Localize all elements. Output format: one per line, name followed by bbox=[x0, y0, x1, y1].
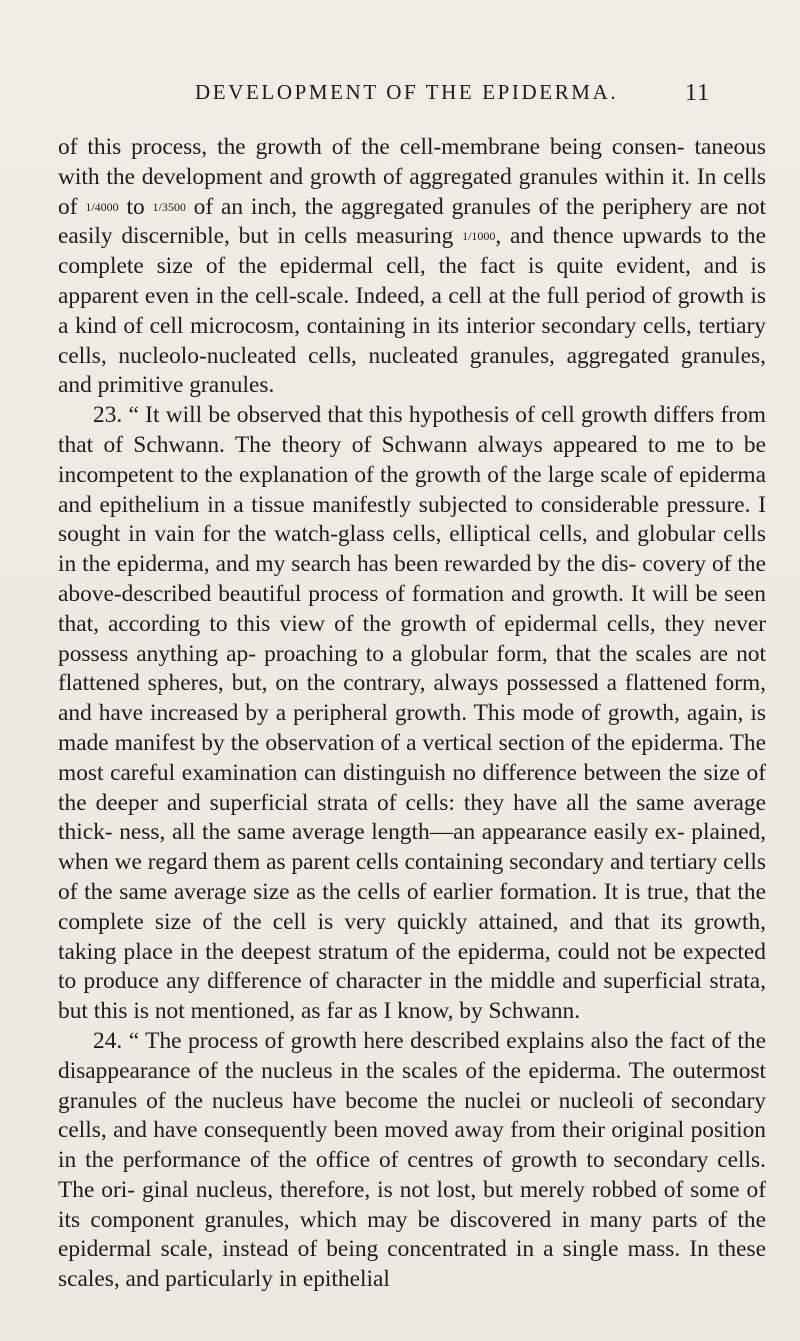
page-number: 11 bbox=[685, 80, 711, 106]
text-segment: , and thence upwards to the complete size of the epidermal cell, the fact is quite evident, and is apparent even in the cell-scale. Indeed, a cell at the full period of growth is a kind of cell microcosm, containing in its interior secondary cells, tertiary cells, nucleolo-nucleated cells, nucleated granules, aggregated granules, and primitive granules. bbox=[58, 223, 766, 399]
text-segment: of this process, the growth of the cell-membrane being consen- taneous with the development and growth of aggregated granules within it. In cells of bbox=[58, 134, 766, 220]
body-text bbox=[58, 133, 766, 1295]
running-title: DEVELOPMENT OF THE EPIDERMA. bbox=[195, 80, 619, 104]
paragraph-continued bbox=[58, 133, 766, 401]
paragraph-23: 23. “ It will be observed that this hypothesis of cell growth differs from that of Schwann. The theory of Schwann always appeared to me to be incompetent to the explanation of the growth of the large scale of epiderma and epithelium in a tissue manifestly subjected to considerable pressure. I sought in vain for the watch-glass cells, elliptical cells, and globular cells in the epiderma, and my search has been rewarded by the dis- covery of the above-described beautiful process of formation and growth. It will be seen that, according to this view of the growth of epidermal cells, they never possess anything ap- proaching to a globular form, that the scales are not flattened spheres, but, on the contrary, always possessed a flattened form, and have increased by a peripheral growth. This mode of growth, again, is made manifest by the observation of a vertical section of the epiderma. The most careful examination can distinguish no difference between the size of the deeper and superficial strata of cells: they have all the same average thick- ness, all the same average length—an appearance easily ex- plained, when we regard them as parent cells containing secondary and tertiary cells of the same average size as the cells of earlier formation. It is true, that the complete size of the cell is very quickly attained, and that its growth, taking place in the deepest stratum of the epiderma, could not be expected to produce any difference of character in the middle and superficial strata, but this is not mentioned, as far as I know, by Schwann. bbox=[58, 402, 766, 1025]
fraction: 1/3500 bbox=[152, 199, 186, 214]
text-segment: of an inch, the aggregated granules of the periphery are not easily discernible, but in cells measuring bbox=[58, 193, 767, 250]
fraction: 1/4000 bbox=[85, 199, 119, 214]
paragraph-24: 24. “ The process of growth here described explains also the fact of the disappearance of the nucleus in the scales of the epiderma. The outermost granules of the nucleus have become the nuclei or nucleoli of secondary cells, and have consequently been moved away from their original position in the performance of the office of centres of growth to secondary cells. The ori- ginal nucleus, therefore, is not lost, but merely robbed of some of its component granules, which may be discovered in many parts of the epidermal scale, instead of being concentrated in a single mass. In these scales, and particularly in epithelial bbox=[58, 1027, 766, 1293]
text-segment: to bbox=[118, 193, 153, 220]
fraction: 1/1000 bbox=[462, 229, 496, 244]
running-head bbox=[0, 80, 800, 112]
